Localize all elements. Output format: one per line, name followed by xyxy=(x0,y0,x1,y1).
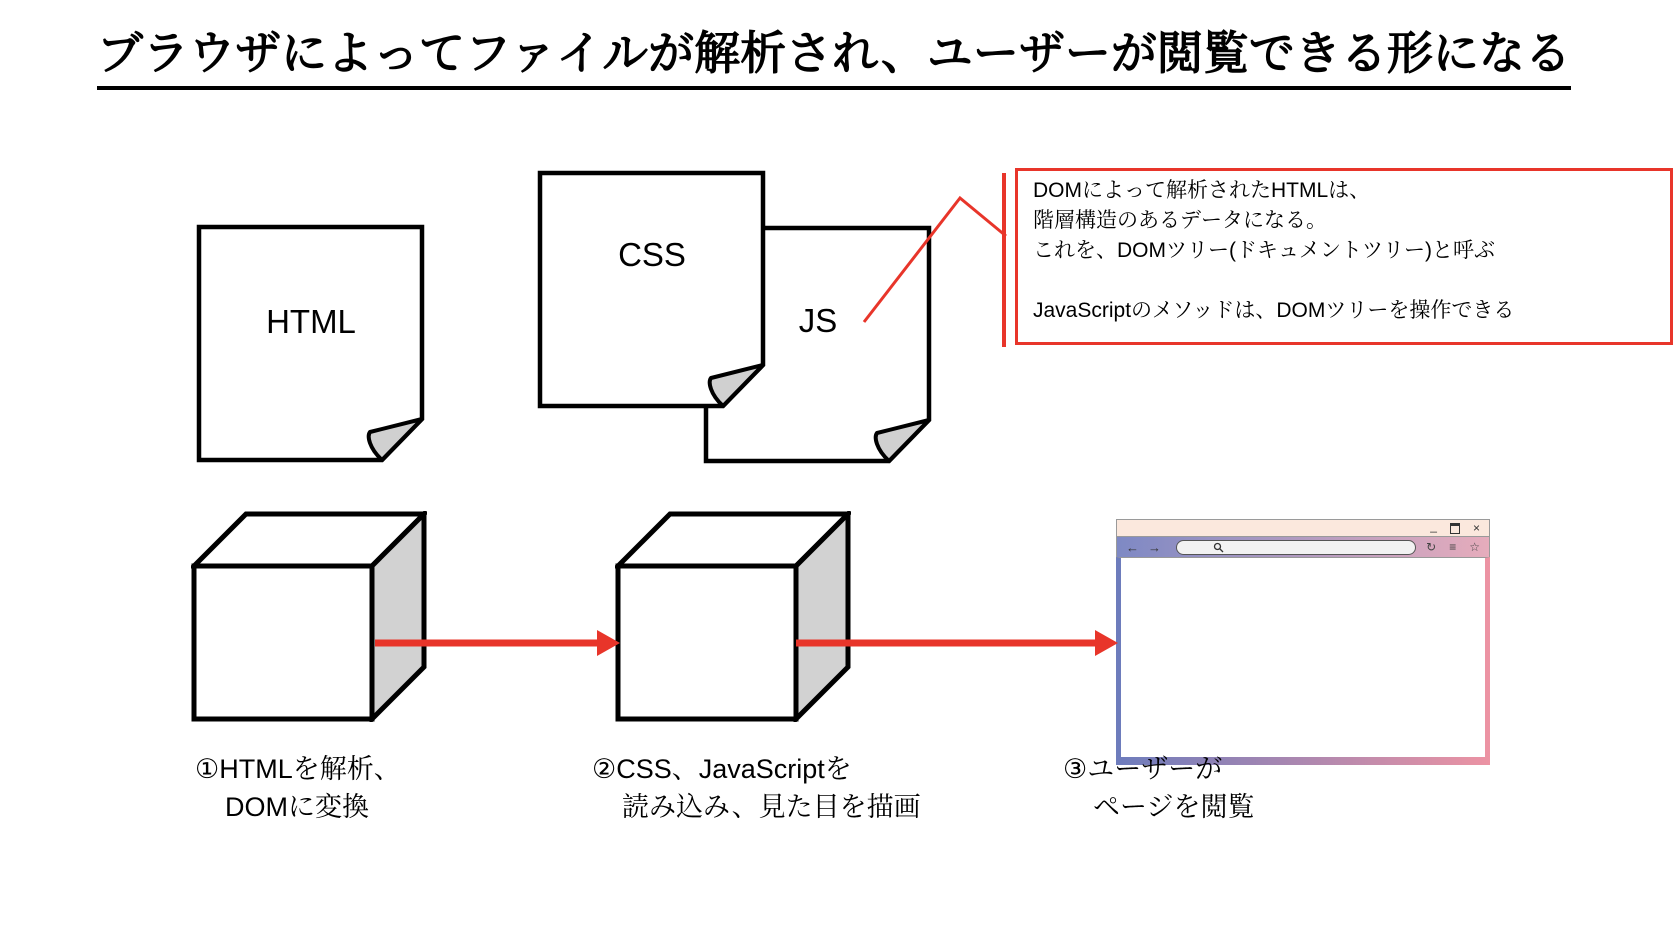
close-icon: × xyxy=(1472,521,1480,535)
browser-titlebar xyxy=(1116,519,1490,537)
step-caption-1 xyxy=(195,750,401,826)
browser-window xyxy=(1116,519,1490,765)
css-document-label: CSS xyxy=(618,236,686,273)
callout-line xyxy=(1033,266,1670,296)
step-line: ①HTMLを解析、 xyxy=(195,754,401,784)
bookmark-star-icon: ☆ xyxy=(1469,540,1480,554)
callout-line: DOMによって解析されたHTMLは、 xyxy=(1033,179,1371,202)
css-document xyxy=(537,170,767,410)
forward-arrow-icon: → xyxy=(1148,539,1161,555)
address-bar xyxy=(1176,540,1416,555)
browser-toolbar xyxy=(1116,537,1490,557)
refresh-icon: ↻ xyxy=(1426,540,1437,554)
dom-callout-box xyxy=(1015,168,1673,345)
step-caption-2 xyxy=(592,750,921,826)
menu-icon: ≡ xyxy=(1449,540,1457,554)
callout-line: 階層構造のあるデータになる。 xyxy=(1033,209,1327,232)
step-line: ③ユーザーが xyxy=(1063,754,1223,784)
minimize-icon: _ xyxy=(1430,519,1437,533)
render-cube xyxy=(615,511,851,727)
browser-content-area xyxy=(1116,557,1490,757)
step-line: DOMに変換 xyxy=(225,792,369,822)
css-document-shape xyxy=(537,170,767,410)
callout-line: これを、DOMツリー(ドキュメントツリー)と呼ぶ xyxy=(1033,239,1495,262)
html-document-label: HTML xyxy=(266,303,356,340)
maximize-icon xyxy=(1450,523,1460,534)
step-line: 読み込み、見た目を描画 xyxy=(622,792,921,822)
dom-cube xyxy=(191,511,427,727)
html-document-shape xyxy=(196,224,426,464)
step-line: ページを閲覧 xyxy=(1093,792,1255,822)
slide-title: ブラウザによってファイルが解析され、ユーザーが閲覧できる形になる xyxy=(97,26,1571,90)
step-line: ②CSS、JavaScriptを xyxy=(592,754,852,784)
callout-line: JavaScriptのメソッドは、DOMツリーを操作できる xyxy=(1033,299,1515,322)
back-arrow-icon: ← xyxy=(1126,539,1139,555)
js-document-label: JS xyxy=(798,302,838,339)
search-icon xyxy=(1213,542,1225,554)
html-document xyxy=(196,224,426,464)
step-caption-3 xyxy=(1063,750,1254,826)
